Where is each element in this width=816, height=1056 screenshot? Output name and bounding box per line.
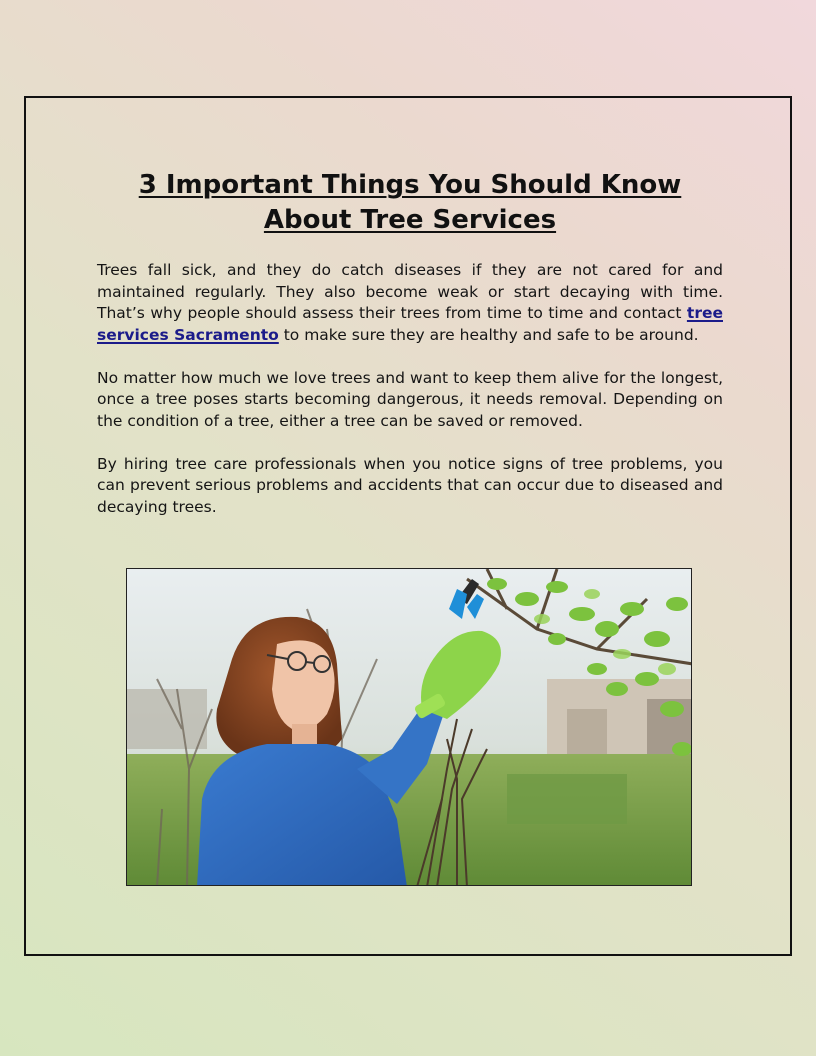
paragraph-1-text-before: Trees fall sick, and they do catch diseases if they are not cared for and maintained regularly. They also become weak or start decaying with time. That’s why people should assess their trees from time to time and contact [97,261,723,322]
paragraph-2: No matter how much we love trees and want to keep them alive for the longest, once a tree poses starts becoming dangerous, it needs removal. Depending on the condition of a tree, either a tree can be saved or removed. [97,368,723,430]
photo-illustration [127,569,692,886]
title-line-2: About Tree Services [263,205,557,235]
tree-pruning-photo [126,568,692,886]
document-frame [24,96,792,956]
article-body [97,260,723,540]
paragraph-3: By hiring tree care professionals when you notice signs of tree problems, you can prevent serious problems and accidents that can occur due to diseased and decaying trees. [97,454,723,516]
tree-services-link[interactable]: tree services Sacramento [97,304,723,344]
paragraph-1-text-after: to make sure they are healthy and safe to be around. [278,325,699,344]
title-line-1: 3 Important Things You Should Know [138,170,682,200]
paragraph-1 [97,260,723,346]
page-title [26,168,794,238]
